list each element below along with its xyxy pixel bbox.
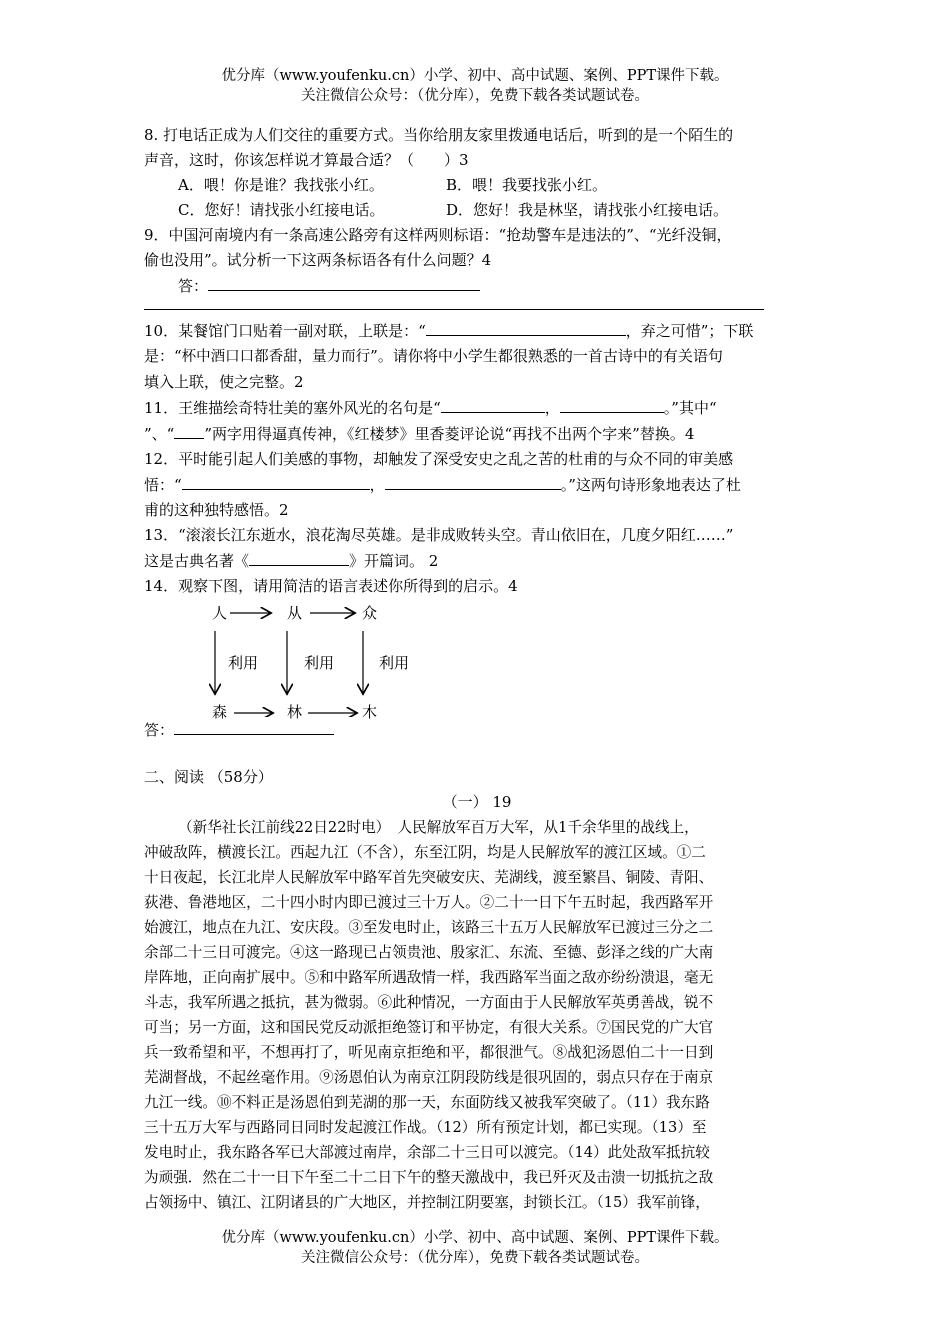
q10-quote: 杯中酒口口都香甜，量力而行 xyxy=(181,349,371,365)
q8-option-a: A．喂！你是谁？我找张小红。 xyxy=(178,176,384,194)
q9-line-1: 9．中国河南境内有一条高速公路旁有这样两则标语：“抢劫警车是违法的”、“光纤没铜， xyxy=(144,226,732,244)
q9-answer-blank[interactable] xyxy=(208,273,480,291)
q13-text-a: 这是古典名著《 xyxy=(144,552,250,570)
q10-line-3: 填入上联，使之完整。2 xyxy=(144,373,304,391)
q8-stem-2: 声音，这时，你该怎样说才算最合适？（ ）3 xyxy=(144,151,469,169)
q11-text-a: 11．王维描绘奇特壮美的塞外风光的名句是“ xyxy=(144,399,441,417)
q11-sep: ， xyxy=(544,399,560,417)
q13-line-2 xyxy=(144,548,810,574)
q10-line-2 xyxy=(144,344,810,370)
q11-blank-1[interactable] xyxy=(441,395,545,413)
char-lin: 林 xyxy=(287,703,303,721)
q12-blank-1[interactable] xyxy=(182,472,370,490)
q8-options-row-1 xyxy=(144,173,810,198)
q8-option-c: C．您好！请找张小红接电话。 xyxy=(178,201,385,219)
q12-blank-2[interactable] xyxy=(385,472,561,490)
q11-blank-2[interactable] xyxy=(560,395,664,413)
q11-blank-3[interactable] xyxy=(174,421,204,439)
q8-option-d: D．您好！我是林坚，请找张小红接电话。 xyxy=(446,201,729,219)
q12-line-2 xyxy=(144,472,810,498)
char-sen: 森 xyxy=(212,703,228,721)
q14-answer-blank[interactable] xyxy=(174,717,334,735)
page-header xyxy=(0,66,950,106)
exam-content xyxy=(144,123,810,1215)
header-line-2: 关注微信公众号：（优分库），免费下载各类试题试卷。 xyxy=(301,88,649,104)
passage-line: 十日夜起，长江北岸人民解放军中路军首先突破安庆、芜湖线，渡至繁昌、铜陵、青阳、 xyxy=(144,869,714,886)
char-cong: 从 xyxy=(287,604,303,622)
passage-line: 芜湖督战，不起丝毫作用。⑨汤恩伯认为南京江阴段防线是很巩固的，弱点只存在于南京 xyxy=(144,1069,714,1086)
header-line-1: 优分库（www.youfenku.cn）小学、初中、高中试题、案例、PPT课件下载。 xyxy=(221,68,729,84)
q14-diagram xyxy=(144,599,444,721)
page-footer xyxy=(0,1228,950,1268)
passage-line: 冲破敌阵，横渡长江。西起九江（不含），东至江阴，均是人民解放军的渡江区域。①二 xyxy=(144,844,706,861)
passage-line: （新华社长江前线22日22时电） 人民解放军百万大军，从1千余华里的战线上， xyxy=(178,819,699,836)
passage-line: 为顽强．然在二十一日下午至二十二日下午的整天激战中，我已歼灭及击溃一切抵抗之敌 xyxy=(144,1169,714,1186)
passage-line: 可当；另一方面，这和国民党反动派拒绝签订和平协定，有很大关系。⑦国民党的广大官 xyxy=(144,1019,714,1036)
q10-text-c: 是：“ xyxy=(144,347,182,365)
q10-blank[interactable] xyxy=(426,318,626,336)
passage-line: 发电时止，我东路各军已大部渡过南岸，余部二十三日可以渡完。（14）此处敌军抵抗较 xyxy=(144,1144,710,1161)
q8-option-b: B．喂！我要找张小红。 xyxy=(446,176,608,194)
q9-answer xyxy=(144,273,810,299)
q10-text-b: ，弃之可惜”；下联 xyxy=(625,322,754,340)
q14-answer xyxy=(144,717,810,743)
label-use-3: 利用 xyxy=(379,654,410,672)
footer-line-1: 优分库（www.youfenku.cn）小学、初中、高中试题、案例、PPT课件下载。 xyxy=(221,1230,729,1246)
passage-line: 始渡江，地点在九江、安庆段。③至发电时止，该路三十五万人民解放军已渡过三分之二 xyxy=(144,919,714,936)
q12-text-b: 。”这两句诗形象地表达了杜 xyxy=(560,476,741,494)
q10-text-d: ”。请你将中小学生都很熟悉的一首古诗中的有关语句 xyxy=(370,347,723,365)
q12-line-3: 甫的这种独特感悟。2 xyxy=(144,501,289,519)
passage-line: 余部二十三日可渡完。④这一路现已占领贵池、殷家汇、东流、至德、彭泽之线的广大南 xyxy=(144,944,714,961)
passage-line: 九江一线。⑩不料正是汤恩伯到芜湖的那一天，东面防线又被我军突破了。（11）我东路 xyxy=(144,1094,710,1111)
passage-line: 荻港、鲁港地区，二十四小时内即已渡过三十万人。②二十一日下午五时起，我西路军开 xyxy=(144,894,714,911)
char-mu: 木 xyxy=(362,703,378,721)
q9-answer-label: 答： xyxy=(178,277,209,295)
passage-line: 斗志，我军所遇之抵抗，甚为微弱。⑥此种情况，一方面由于人民解放军英勇善战，锐不 xyxy=(144,994,714,1011)
passage-line: 三十五万大军与西路同日同时发起渡江作战。（12）所有预定计划，都已实现。（13）至 xyxy=(144,1119,707,1136)
q14-stem: 14．观察下图，请用简洁的语言表述你所得到的启示。4 xyxy=(144,577,518,595)
passage-line: 兵一致希望和平，不想再打了，听见南京拒绝和平，都很泄气。⑧战犯汤恩伯二十一日到 xyxy=(144,1044,714,1061)
label-use-2: 利用 xyxy=(304,654,335,672)
label-use-1: 利用 xyxy=(228,654,259,672)
section2-title: 二、阅读 （58分） xyxy=(144,768,273,786)
passage-line: 占领扬中、镇江、江阴诸县的广大地区，并控制江阴要塞，封锁长江。（15）我军前锋， xyxy=(144,1194,710,1211)
q13-blank[interactable] xyxy=(249,548,349,566)
q10-text-a: 10．某餐馆门口贴着一副对联，上联是：“ xyxy=(144,322,426,340)
q11-line-1 xyxy=(144,395,810,421)
q12-text-a: 悟：“ xyxy=(144,476,182,494)
q11-text-c: ”、“ xyxy=(144,425,175,443)
q8-options-row-2 xyxy=(144,198,810,223)
passage-line: 岸阵地，正向南扩展中。⑤和中路军所遇敌情一样，我西路军当面之敌亦纷纷溃退，毫无 xyxy=(144,969,714,986)
q11-text-d: ”两字用得逼真传神，《红楼梦》里香菱评论说“再找不出两个字来”替换。4 xyxy=(204,425,695,443)
q13-text-b: 》开篇词。 2 xyxy=(349,552,439,570)
q11-text-b: 。”其中“ xyxy=(663,399,717,417)
q14-answer-label: 答： xyxy=(144,721,175,739)
q13-line-1: 13．“滚滚长江东逝水，浪花淘尽英雄。是非成败转头空。青山依旧在，几度夕阳红……” xyxy=(144,526,734,544)
q10-line-1 xyxy=(144,318,810,344)
reading-passage xyxy=(144,815,810,1215)
section2-subtitle: （一） 19 xyxy=(442,793,512,811)
char-ren: 人 xyxy=(212,604,228,622)
char-zhong: 众 xyxy=(362,604,378,622)
footer-line-2: 关注微信公众号：（优分库），免费下载各类试题试卷。 xyxy=(301,1250,649,1266)
q9-line-2: 偷也没用”。试分析一下这两条标语各有什么问题？4 xyxy=(144,251,492,269)
q12-sep: ， xyxy=(369,476,385,494)
q12-line-1: 12．平时能引起人们美感的事物，却触发了深受安史之乱之苦的杜甫的与众不同的审美感 xyxy=(144,450,734,468)
q9-answer-line[interactable] xyxy=(144,299,764,310)
q8-stem-1: 8. 打电话正成为人们交往的重要方式。当你给朋友家里拨通电话后，听到的是一个陌生的 xyxy=(144,126,734,144)
q11-line-2 xyxy=(144,421,810,447)
